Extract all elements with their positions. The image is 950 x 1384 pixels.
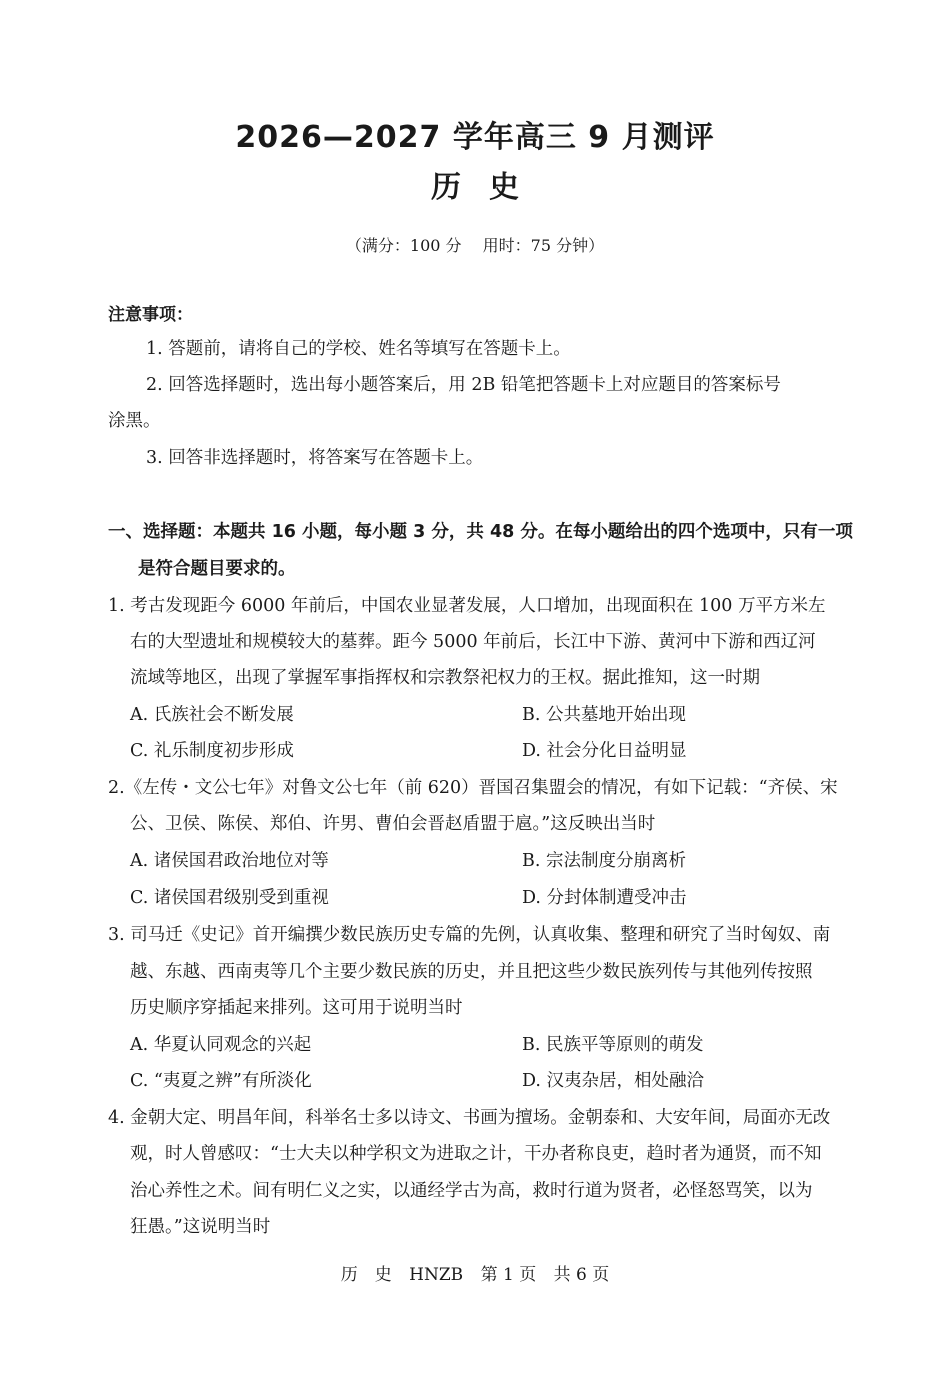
question-4-line: 观，时人曾感叹：“士大夫以种学积文为进取之计，干办者称良吏，趋时者为通贤，而不知	[130, 1144, 822, 1164]
footer-code: HNZB	[409, 1265, 464, 1285]
question-2-line: 2.《左传・文公七年》对鲁文公七年（前 620）晋国召集盟会的情况，有如下记载：“齐侯、宋	[108, 778, 838, 798]
question-1-line: 流域等地区，出现了掌握军事指挥权和宗教祭祀权力的王权。据此推知，这一时期	[130, 668, 760, 688]
question-1-option-a: A. 氏族社会不断发展	[130, 705, 294, 725]
question-2-option-b: B. 宗法制度分崩离析	[522, 851, 686, 871]
notice-heading: 注意事项：	[108, 305, 193, 325]
exam-title: 2026—2027 学年高三 9 月测评	[235, 120, 715, 155]
question-3-line: 3. 司马迁《史记》首开编撰少数民族历史专篇的先例，认真收集、整理和研究了当时匈奴、南	[108, 925, 831, 945]
question-3-option-b: B. 民族平等原则的萌发	[522, 1035, 704, 1055]
question-2-option-c: C. 诸侯国君级别受到重视	[130, 888, 329, 908]
time-limit: 用时：75 分钟）	[482, 236, 605, 255]
question-3-option-d: D. 汉夷杂居，相处融洽	[522, 1071, 705, 1091]
question-3-line: 历史顺序穿插起来排列。这可用于说明当时	[130, 998, 463, 1018]
question-4-line: 狂愚。”这说明当时	[130, 1217, 271, 1237]
question-2-line: 公、卫侯、陈侯、郑伯、许男、曹伯会晋赵盾盟于扈。”这反映出当时	[130, 814, 656, 834]
question-1-option-b: B. 公共墓地开始出现	[522, 705, 686, 725]
notice-item: 2. 回答选择题时，选出每小题答案后，用 2B 铅笔把答题卡上对应题目的答案标号	[146, 375, 781, 395]
question-3-option-a: A. 华夏认同观念的兴起	[130, 1035, 312, 1055]
question-4-line: 4. 金朝大定、明昌年间，科举名士多以诗文、书画为擅场。金朝泰和、大安年间，局面亦无改	[108, 1108, 831, 1128]
question-2-option-a: A. 诸侯国君政治地位对等	[130, 851, 329, 871]
notice-item-continued: 涂黑。	[108, 411, 161, 431]
question-1-line: 右的大型遗址和规模较大的墓葬。距今 5000 年前后，长江中下游、黄河中下游和西辽河	[130, 632, 816, 652]
question-1-option-c: C. 礼乐制度初步形成	[130, 741, 294, 761]
question-2-option-d: D. 分封体制遭受冲击	[522, 888, 687, 908]
question-1-option-d: D. 社会分化日益明显	[522, 741, 687, 761]
question-4-line: 治心养性之术。间有明仁义之实，以通经学古为高，救时行道为贤者，必怪怒骂笑，以为	[130, 1181, 813, 1201]
section-heading: 一、选择题：本题共 16 小题，每小题 3 分，共 48 分。在每小题给出的四个选项中，只有一项	[108, 522, 853, 542]
footer-total-pages: 共 6 页	[553, 1265, 610, 1285]
notice-item: 1. 答题前，请将自己的学校、姓名等填写在答题卡上。	[146, 339, 571, 359]
notice-item: 3. 回答非选择题时，将答案写在答题卡上。	[146, 448, 484, 468]
question-3-line: 越、东越、西南夷等几个主要少数民族的历史，并且把这些少数民族列传与其他列传按照	[130, 962, 813, 982]
page-footer	[0, 1260, 950, 1285]
footer-subject: 历 史	[340, 1265, 392, 1285]
exam-meta	[0, 233, 950, 256]
exam-subject: 历史	[431, 170, 547, 205]
question-3-option-c: C. “夷夏之辨”有所淡化	[130, 1071, 312, 1091]
full-score: （满分：100 分	[345, 236, 462, 255]
footer-page-number: 第 1 页	[480, 1265, 537, 1285]
question-1-line: 1. 考古发现距今 6000 年前后，中国农业显著发展，人口增加，出现面积在 100 万平方米左	[108, 596, 826, 616]
section-heading-continued: 是符合题目要求的。	[138, 559, 296, 579]
